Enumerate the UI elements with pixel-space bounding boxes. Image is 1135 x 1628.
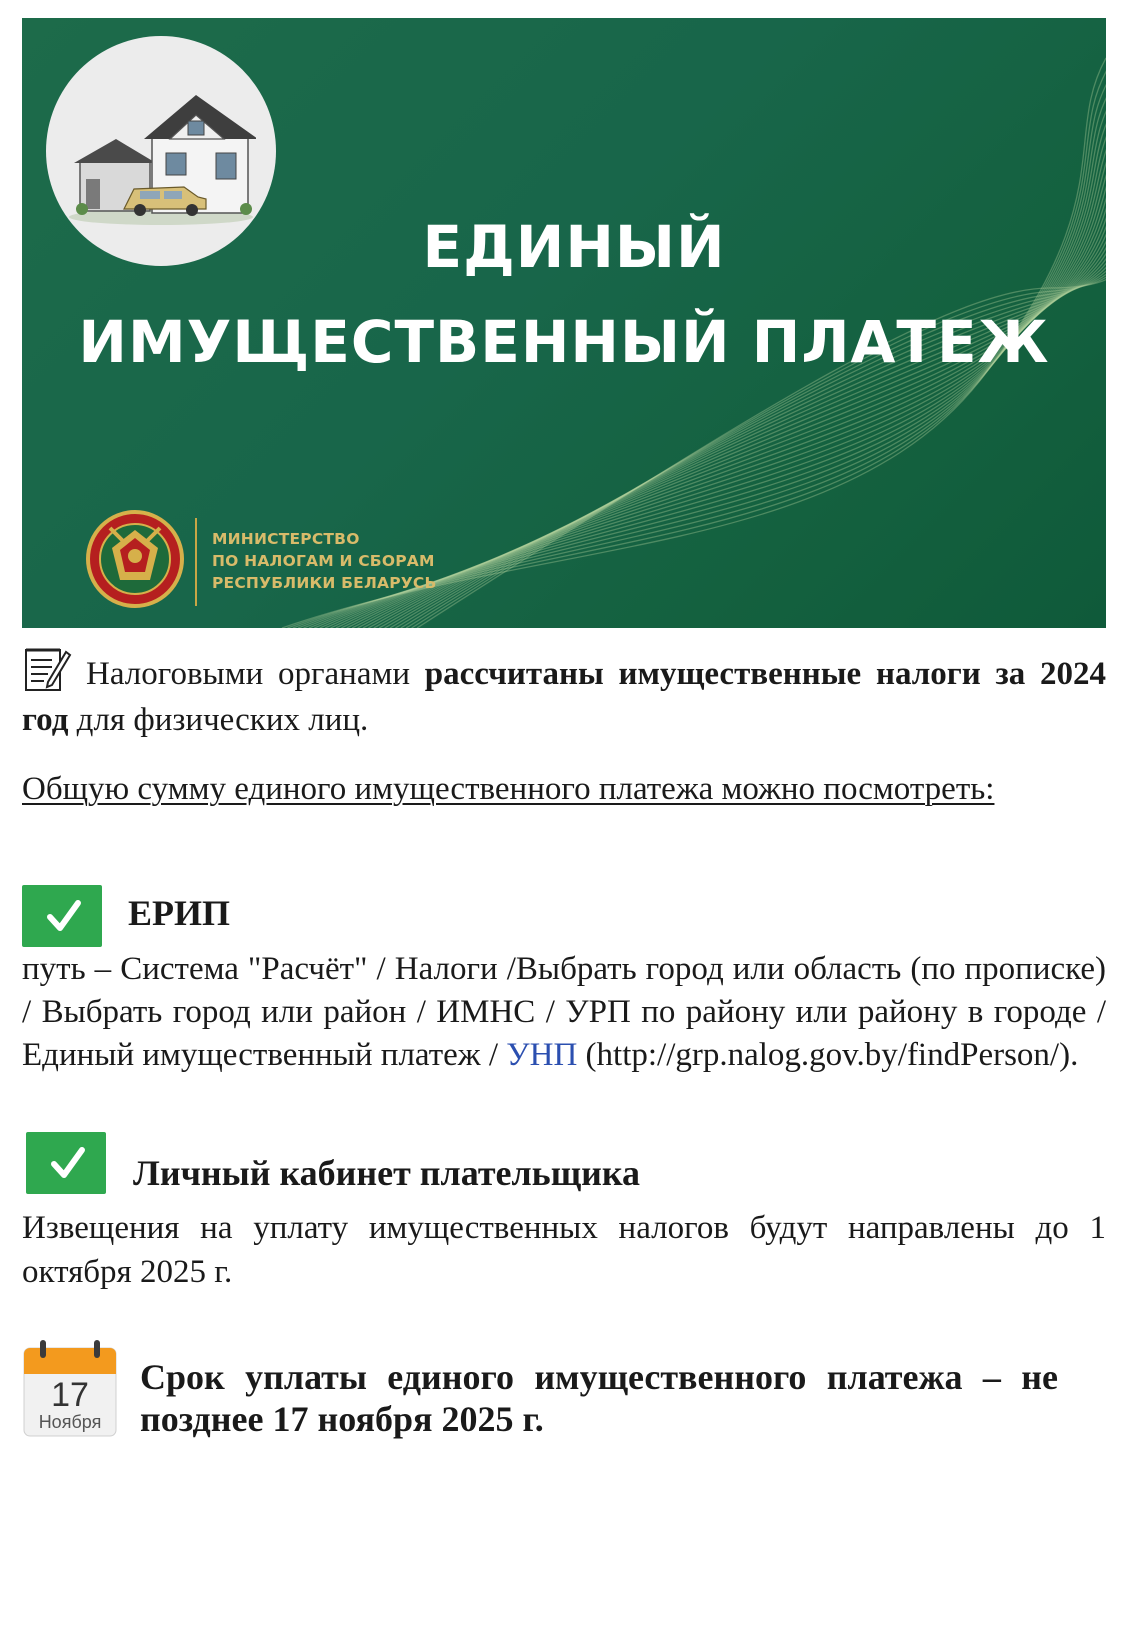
emblem-icon [84,508,186,610]
erip-check [22,885,102,947]
intro-text: Налоговыми органами [86,656,425,692]
cabinet-check [26,1132,106,1194]
checkmark-icon [44,897,84,937]
calendar-day: 17 [51,1376,89,1414]
erip-path [22,948,1106,1077]
emblem-divider [195,518,197,606]
ministry-line: ПО НАЛОГАМ И СБОРАМ [212,552,435,570]
house-icon [66,81,256,231]
deadline-text: Срок уплаты единого имущественного платежа – не позднее 17 ноября 2025 г. [140,1357,1058,1439]
checkmark-icon [48,1144,88,1184]
wave-line [341,137,1106,628]
banner-title-line1: ЕДИНЫЙ [422,213,726,281]
unp-link[interactable]: УНП [506,1037,578,1073]
intro-paragraph [22,646,1106,743]
ministry-name [212,528,437,594]
view-heading: Общую сумму единого имущественного платежа можно посмотреть: [22,771,995,807]
intro-bold: рассчитаны имущественные налоги за 2024 год [22,656,1107,738]
ministry-line: РЕСПУБЛИКИ БЕЛАРУСЬ [212,574,437,592]
calendar-month: Ноября [38,1412,102,1432]
wave-line [412,231,1106,628]
intro-text-end: для физических лиц. [68,702,369,738]
ministry-line: МИНИСТЕРСТВО [212,530,360,548]
notepad-icon [22,646,72,692]
erip-url: (http://grp.nalog.gov.by/findPerson/). [577,1037,1079,1073]
wave-line [417,238,1106,628]
banner-title-line2: ИМУЩЕСТВЕННЫЙ ПЛАТЕЖ [78,308,1050,376]
cabinet-text: Извещения на уплату имущественных налогов будут направлены до 1 октября 2025 г. [22,1210,1106,1290]
wave-line [336,130,1106,628]
calendar-icon [22,1340,118,1438]
banner [22,18,1106,628]
erip-title: ЕРИП [128,893,231,933]
cabinet-title: Личный кабинет плательщика [133,1153,641,1193]
erip-path-text: путь – Система "Расчёт" / Налоги /Выбрать город или область (по прописке) / Выбрать город или район / ИМНС / УРП по району или району в городе / Единый имущественный платеж / [22,951,1106,1073]
